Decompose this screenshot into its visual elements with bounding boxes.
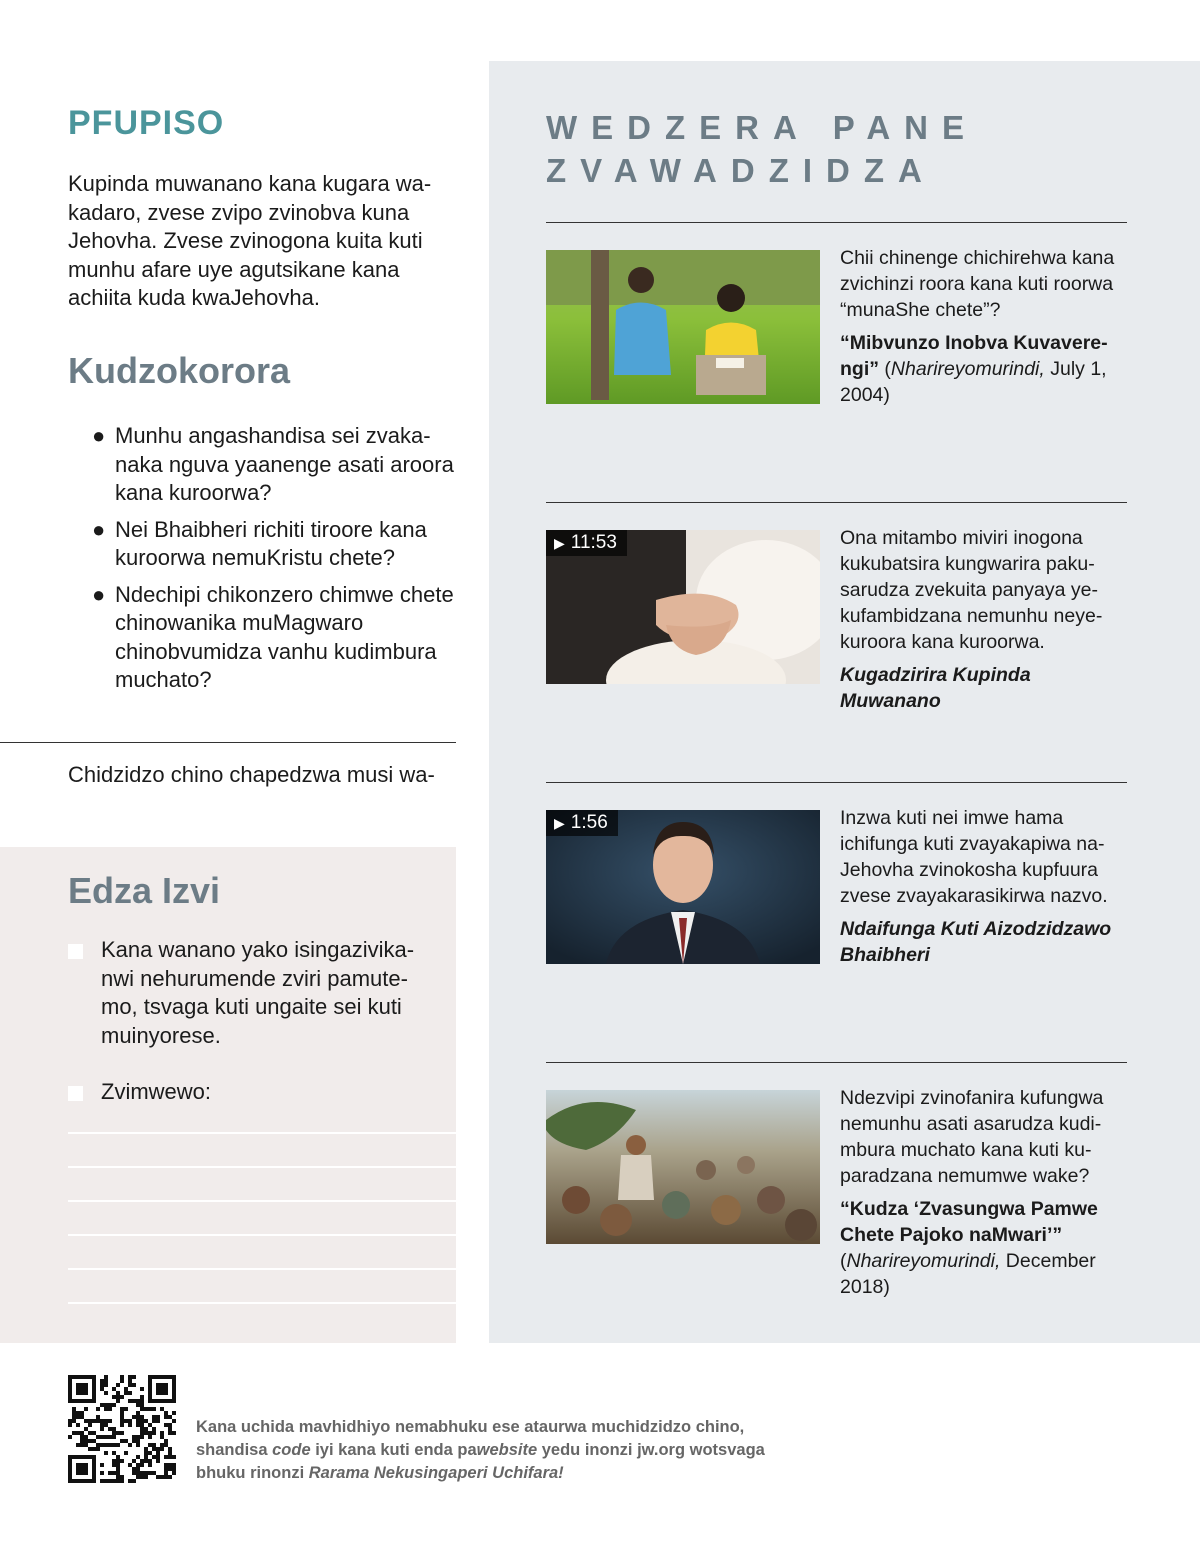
try-this-heading: Edza Izvi xyxy=(68,870,221,911)
list-item xyxy=(92,422,457,508)
jesus-teaching-crowd-image[interactable] xyxy=(546,1090,820,1244)
writing-line[interactable] xyxy=(68,1166,456,1168)
learn-more-heading: WEDZERA PANE ZVAWADZIDZA xyxy=(546,109,978,189)
duration: 1:56 xyxy=(570,812,608,833)
footer-text-3: yedu inonzi jw.org wotsvaga bhuku rinonzi xyxy=(196,1441,765,1482)
publication-name: Nharireyomurindi, xyxy=(846,1250,1001,1272)
wedding-hands-video-thumbnail[interactable] xyxy=(546,530,820,684)
summary-text: Kupinda muwanano kana kugara wakadaro, zvese zvipo zvinobva kuna Jehovha. Zvese zvinogona kuita kuti munhu afare uye agutsikane kana achiita kuda kwaJehovha. xyxy=(68,171,432,310)
bullet-icon: ● xyxy=(92,581,106,607)
checkbox[interactable] xyxy=(68,1086,83,1101)
summary-heading: PFUPISO xyxy=(68,104,225,142)
video-duration-badge xyxy=(546,530,627,556)
review-heading: Kudzokorora xyxy=(68,350,291,391)
publication-date: July 1, 2004) xyxy=(840,358,1107,406)
footer-book-title: Rarama Nekusingaperi Uchifara! xyxy=(308,1464,564,1482)
list-item xyxy=(92,581,457,695)
video-duration-badge xyxy=(546,810,618,836)
checkbox[interactable] xyxy=(68,944,83,959)
play-icon: ▶ xyxy=(554,815,565,831)
video-title: Ndaifunga Kuti Aizodzidzawo Bhaibheri xyxy=(840,918,1112,966)
bullet-icon: ● xyxy=(92,516,106,542)
article-title: “Kudza ‘Zvasungwa Pamwe Chete Pajoko naMwari’” xyxy=(840,1198,1098,1246)
entry-description: Ndezvipi zvinofanira kufungwa nemunhu asati asarudza kudimbura muchato kana kuti kuparadzana nemumwe wake? xyxy=(840,1087,1104,1187)
entry-reference[interactable] xyxy=(840,330,1130,408)
entry-reference[interactable] xyxy=(840,916,1130,968)
review-question: Nei Bhaibheri richiti tiroore kana kuroorwa nemuKristu chete? xyxy=(115,516,427,570)
video-title: Kugadzirira Kupinda Muwanano xyxy=(840,664,1031,712)
writing-line[interactable] xyxy=(68,1234,456,1236)
qr-code-icon[interactable] xyxy=(68,1375,176,1483)
todo-item-register-marriage: Kana wanano yako isingazivikanwi nehurumende zviri pamutemo, tsvaga kuti ungaite sei kuti muinyorese. xyxy=(101,937,415,1048)
todo-item-other: Zvimwewo: xyxy=(101,1079,212,1104)
review-question: Ndechipi chikonzero chimwe chete chinowanika muMagwaro chinobvumidza vanhu kudimbura muchato? xyxy=(115,581,454,692)
divider xyxy=(546,782,1127,783)
footer-text-2: iyi kana kuti enda pa xyxy=(310,1441,477,1459)
writing-line[interactable] xyxy=(68,1200,456,1202)
list-item xyxy=(92,516,457,573)
review-question: Munhu angashandisa sei zvakanaka nguva yaanenge asati aroora kana kuroorwa? xyxy=(115,423,454,505)
writing-line[interactable] xyxy=(68,1132,456,1134)
publication-date: December 2018) xyxy=(840,1250,1096,1298)
publication-name: Nharireyomurindi, xyxy=(890,358,1045,380)
review-list xyxy=(92,422,457,703)
entry-description: Chii chinenge chichirehwa kana zvichinzi roora kana kuti roorwa “munaShe chete”? xyxy=(840,247,1115,321)
entry-description: Inzwa kuti nei imwe hama ichifunga kuti zvayakapiwa naJehovha zvinokosha kupfuura zvese zvayakarasikirwa nazvo. xyxy=(840,807,1108,907)
entry-reference[interactable] xyxy=(840,662,1130,714)
divider xyxy=(0,742,456,743)
couple-studying-bible-image[interactable] xyxy=(546,250,820,404)
writing-line[interactable] xyxy=(68,1302,456,1304)
footer-website-word: website xyxy=(476,1441,538,1459)
play-icon: ▶ xyxy=(554,535,565,551)
divider xyxy=(546,1062,1127,1063)
ref-open: ( xyxy=(879,358,891,380)
footer-code-word: code xyxy=(272,1441,311,1459)
bullet-icon: ● xyxy=(92,423,106,448)
entry-reference[interactable] xyxy=(840,1196,1130,1300)
duration: 11:53 xyxy=(570,532,617,553)
divider xyxy=(546,222,1127,223)
study-completed-line: Chidzidzo chino chapedzwa musi wa- xyxy=(68,762,435,787)
footer-note xyxy=(196,1416,766,1485)
ref-open: ( xyxy=(840,1250,847,1272)
man-in-suit-video-thumbnail[interactable] xyxy=(546,810,820,964)
article-title: “Mibvunzo Inobva Kuvaverengi” xyxy=(840,332,1108,380)
divider xyxy=(546,502,1127,503)
footer-text-1: Kana uchida mavhidhiyo nemabhuku ese ataurwa muchidzidzo chino, shandisa xyxy=(196,1418,745,1459)
entry-description: Ona mitambo miviri inogona kukubatsira kungwarira pakusarudza zvekuita panyaya yekufambidzana nemunhu neyekuroora kana kuroorwa. xyxy=(840,527,1103,653)
writing-line[interactable] xyxy=(68,1268,456,1270)
